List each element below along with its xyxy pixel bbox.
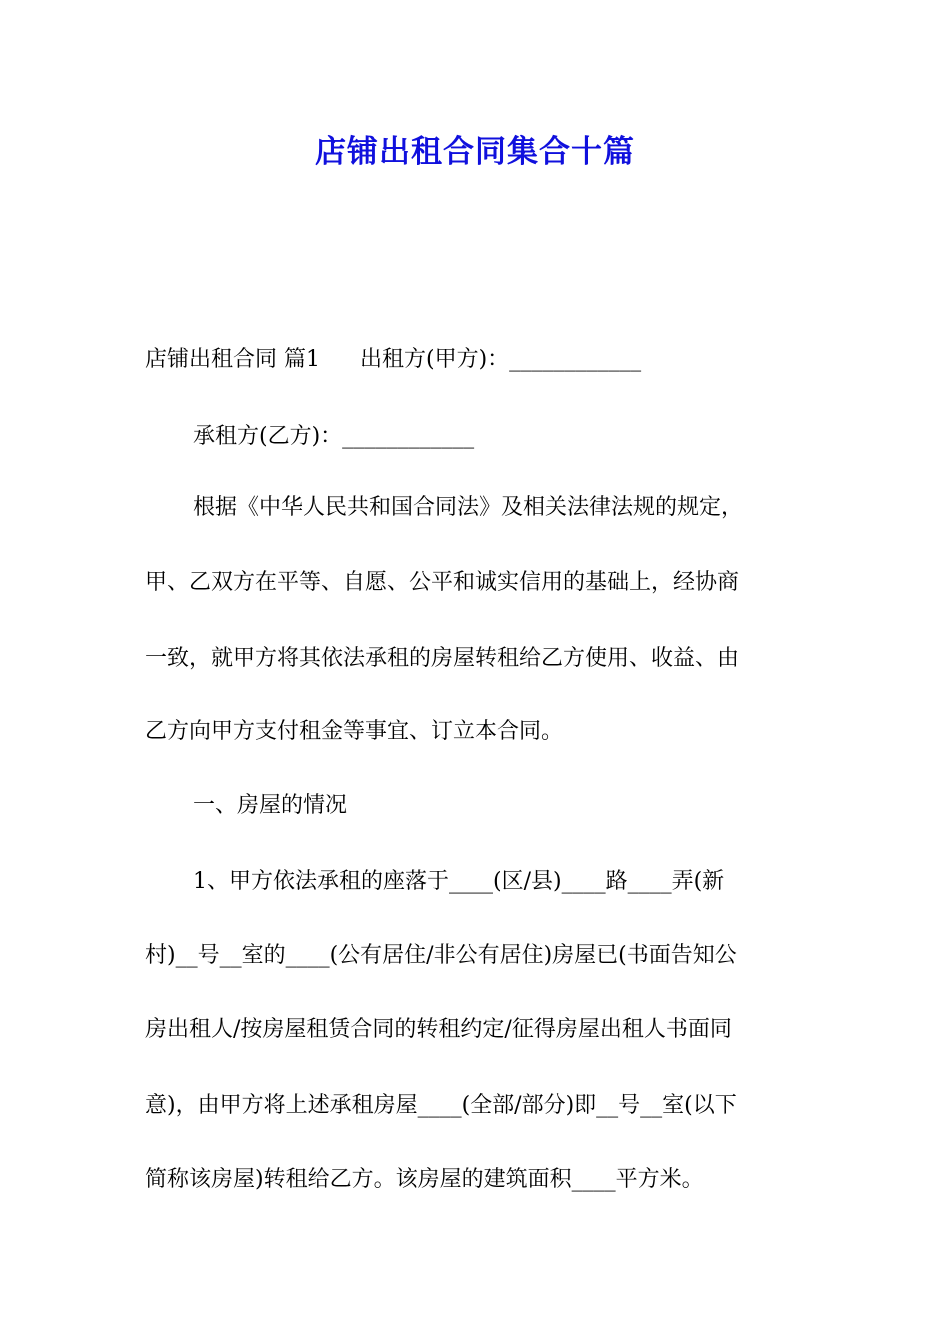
contract-heading: 店铺出租合同 篇1 bbox=[145, 347, 320, 372]
lessor-line: 出租方(甲方)：____________ bbox=[360, 347, 642, 372]
clause-line: 简称该房屋)转租给乙方。该房屋的建筑面积____平方米。 bbox=[145, 1167, 704, 1192]
clause-line: 意)，由甲方将上述承租房屋____(全部/部分)即__号__室(以下 bbox=[145, 1093, 737, 1118]
paragraph-line: 甲、乙双方在平等、自愿、公平和诚实信用的基础上，经协商 bbox=[145, 570, 740, 595]
document-title: 店铺出租合同集合十篇 bbox=[315, 134, 635, 170]
contract-heading-line bbox=[145, 344, 641, 376]
lessee-line: 承租方(乙方)：____________ bbox=[193, 424, 475, 449]
clause-line: 1、甲方依法承租的座落于____(区/县)____路____弄(新 bbox=[193, 869, 725, 894]
clause-line: 房出租人/按房屋租赁合同的转租约定/征得房屋出租人书面同 bbox=[145, 1017, 732, 1042]
section-heading: 一、房屋的情况 bbox=[193, 793, 348, 818]
clause-line: 村)__号__室的____(公有居住/非公有居住)房屋已(书面告知公 bbox=[145, 943, 737, 968]
paragraph-line: 乙方向甲方支付租金等事宜、订立本合同。 bbox=[145, 719, 564, 744]
paragraph-line: 根据《中华人民共和国合同法》及相关法律法规的规定， bbox=[193, 495, 744, 520]
paragraph-line: 一致，就甲方将其依法承租的房屋转租给乙方使用、收益、由 bbox=[145, 646, 740, 671]
